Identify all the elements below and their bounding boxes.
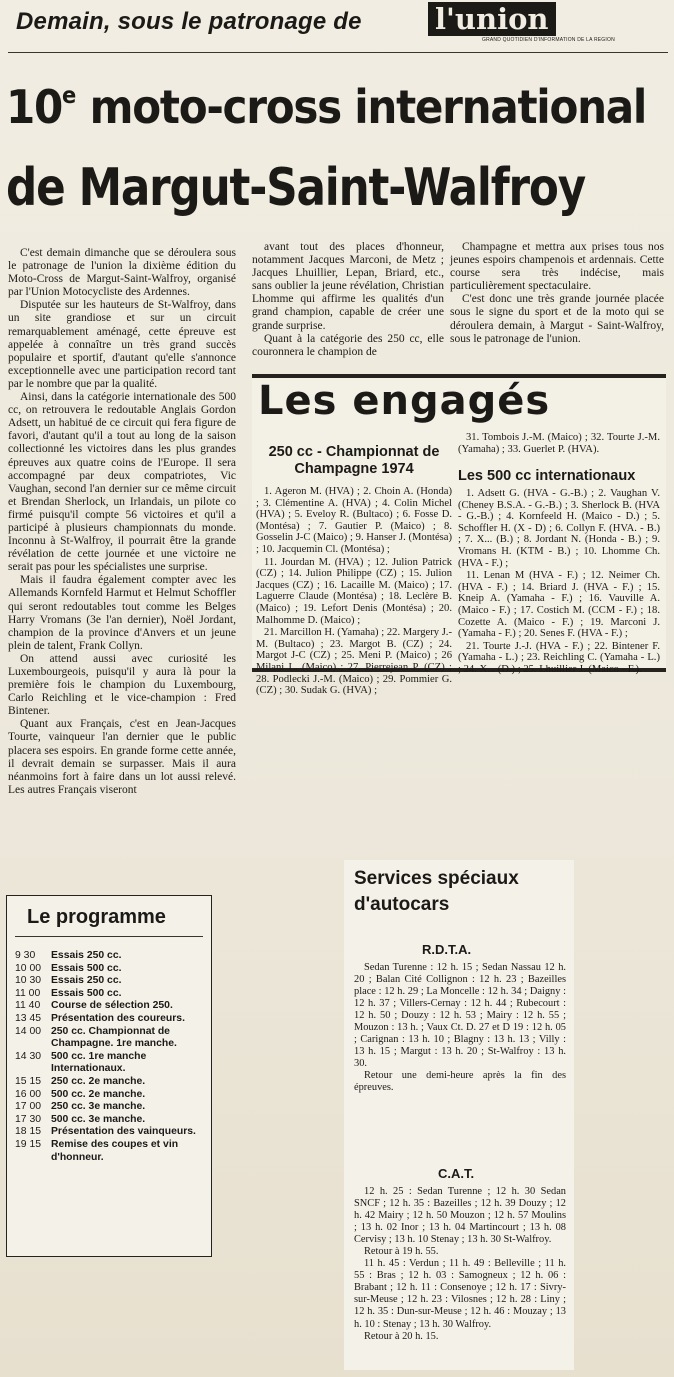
article-column-1 <box>8 247 236 797</box>
programme-time: 11 40 <box>15 1000 41 1012</box>
article-paragraph: On attend aussi avec curiosité les Luxembourgeois, puisqu'il y aura là pour la première fois le champion du Luxembourg, Carlo Reichling et le vice-champion : Fred Bintener. <box>8 652 236 718</box>
programme-event: 250 cc. 2e manche. <box>51 1075 146 1087</box>
programme-title: Le programme <box>27 906 166 928</box>
article-paragraph: Ainsi, dans la catégorie internationale des 500 cc, on retrouvera le redoutable Anglais Gordon Adsett, un habitué de ce circuit qui fera figure de favori, d'autant qu'il a tout au long de la saison collectionné les victoires dans les plus grandes épreuves aux quatre coins de l'Europe. Il sera accompagné par deux compatriotes, Vic Vaughan, second l'an dernier sur ce même circuit et Brendan Sherlock, un Irlandais, un pilote co firmé puisqu'il compte 56 victoires et qu'il a participé à plusieurs championnats du monde. Inconnu à St-Walfroy, il pourrait être la grande révélation de cette journée et une victoire ne serait pas pour les spécialistes une surprise. <box>8 391 236 574</box>
article-paragraph: C'est donc une très grande journée placée sous le signe du sport et de la moto qui se déroulera demain, à Margut - Saint-Walfroy, sous le patronage de l'union. <box>450 293 664 345</box>
entry-list-paragraph: 1. Adsett G. (HVA - G.-B.) ; 2. Vaughan V. (Cheney B.S.A. - G.-B.) ; 3. Sherlock B. (HVA - G.-B.) ; 4. Kornfeeld H. (Maico - D.) ; 5. Schoffler H. (X - D) ; 6. Collyn F. (HVA. - B.) ; 7. X... (B.) ; 8. Jordant N. (Honda - B.) ; 9. Vromans H. (KTM - B.) ; 10. Lhomme Ch. (HVA - F.) ; <box>458 488 660 569</box>
programme-time: 9 30 <box>15 950 36 961</box>
entries-title: Les engagés <box>258 378 551 424</box>
programme-event: Remise des coupes et vin d'honneur. <box>51 1138 179 1163</box>
programme-event: Essais 250 cc. <box>51 975 122 987</box>
article-column-3 <box>450 241 664 346</box>
programme-time: 10 30 <box>15 975 42 987</box>
programme-item <box>15 988 209 1001</box>
headline-text: moto-cross international <box>76 80 647 134</box>
programme-item <box>15 1126 209 1139</box>
schedule-paragraph: 12 h. 25 : Sedan Turenne ; 12 h. 30 Sedan SNCF ; 12 h. 35 : Bazeilles ; 12 h. 39 Douzy ; 12 h. 42 Mairy ; 12 h. 50 Mouzon ; 12 h. 57 Moulins ; 13 h. 02 Inor ; 13 h. 04 Martincourt ; 13 h. 08 Cervisy ; 13 h. 10 Stenay ; 13 h. 30 St-Walfroy. <box>354 1186 566 1246</box>
cat250-continuation <box>458 432 660 456</box>
programme-event: Course de sélection 250. <box>51 1000 173 1012</box>
programme-item <box>15 1076 209 1089</box>
schedule-paragraph: Retour à 20 h. 15. <box>364 1330 439 1342</box>
cat250-entries <box>256 486 452 698</box>
programme-item <box>15 1051 209 1076</box>
programme-event: Essais 500 cc. <box>51 987 122 999</box>
logo-subtitle: GRAND QUOTIDIEN D'INFORMATION DE LA REGION <box>482 37 615 43</box>
programme-item <box>15 1013 209 1026</box>
programme-time: 14 30 <box>15 1050 42 1062</box>
programme-time: 10 00 <box>15 962 42 974</box>
programme-item <box>15 975 209 988</box>
cat-title: C.A.T. <box>438 1166 475 1181</box>
programme-time: 16 00 <box>15 1088 42 1100</box>
programme-item <box>15 1101 209 1114</box>
programme-time: 17 30 <box>15 1113 42 1125</box>
programme-item <box>15 1114 209 1127</box>
article-paragraph: avant tout des places d'honneur, notamment Jacques Marconi, de Metz ; Jacques Lhuillier, Lepan, Briard, etc., sans oublier la jeune révélation, Christian Lhomme qui affirme les qualités d'un grand champion, capable de créer une grande surprise. <box>252 241 444 332</box>
cat250-title: 250 cc - Championnat de Champagne 1974 <box>268 444 440 477</box>
masthead-rule <box>8 52 668 53</box>
programme-time: 19 15 <box>15 1138 42 1150</box>
article-paragraph: Quant aux Français, c'est en Jean-Jacques Tourte, vainqueur l'an dernier que le public placera ses espoirs. En grande forme cette année, il devrait demain se surpasser. Mais il aura néanmoins fort à faire dans un lot aussi relevé. Les autres Français viseront <box>8 718 236 796</box>
programme-box <box>6 895 212 1257</box>
programme-item <box>15 1000 209 1013</box>
schedule-paragraph: Retour une demi-heure après la fin des épreuves. <box>354 1070 566 1094</box>
programme-item <box>15 1089 209 1102</box>
headline-ordinal: e <box>62 83 77 109</box>
masthead-tagline: Demain, sous le patronage de <box>16 8 362 35</box>
programme-rule <box>15 936 203 937</box>
programme-item <box>15 1139 209 1164</box>
schedule-paragraph: Retour à 19 h. 55. <box>364 1246 439 1258</box>
entry-list-paragraph: 21. Marcillon H. (Yamaha) ; 22. Margery J.-M. (Bultaco) ; 23. Margot B. (CZ) ; 24. Margot J-C (CZ) ; 25. Meni P. (Maico) ; 26 Milani L. (Maico) ; 27. Pierrejean P. (CZ) ; 28. Podlecki J.-M. (Maico) ; 29. Pommier G. (CZ) ; 30. Sudak G. (HVA) ; <box>256 627 452 697</box>
services-title: Services spéciaux d'autocars <box>354 868 519 915</box>
programme-event: Présentation des coureurs. <box>51 1012 185 1024</box>
schedule-paragraph: Sedan Turenne : 12 h. 15 ; Sedan Nassau 12 h. 20 ; Balan Cité Collignon : 12 h. 23 ; Bazeilles place : 12 h. 29 ; La Moncelle : 12 h. 34 ; Daigny : 12 h. 37 ; Villers-Cernay : 12 h. 44 ; Rubecourt : 12 h. 50 ; Douzy : 12 h. 53 ; Mairy : 12 h. 55 ; Mouzon : 13 h. ; Vaux Ct. D. 27 et D 19 : 12 h. 05 ; Carignan : 13 h. 10 ; Blagny : 13 h. 13 ; Villy : 13 h. 15 ; Margut : 13 h. 20 ; St-Walfroy : 13 h. 30. <box>354 962 566 1070</box>
programme-time: 17 00 <box>15 1101 42 1113</box>
programme-event: Présentation des vainqueurs. <box>51 1126 196 1138</box>
programme-time: 11 00 <box>15 987 41 999</box>
programme-list <box>15 950 209 1164</box>
rdta-schedule <box>354 962 566 1095</box>
bus-services-box <box>344 860 574 1370</box>
entry-list-paragraph: 11. Jourdan M. (HVA) ; 12. Julion Patrick (CZ) ; 14. Julion Philippe (CZ) ; 15. Julion Jacques (CZ) ; 16. Lacaille M. (Maico) ; 17. Laguerre Claude (Montésa) ; 18. Leclère B. (Maico) ; 19. Lefort Denis (Montésa) ; 20. Malhomme D. (Maico) ; <box>256 556 452 626</box>
entry-list-paragraph: 21. Tourte J.-J. (HVA - F.) ; 22. Bintener F. (Yamaha - L.) ; 23. Reichling C. (Yamaha - L.) ; 24. X... (D.) ; 25. Lhuillier J. (Maico - F.). <box>458 640 660 675</box>
programme-time: 13 45 <box>15 1012 42 1024</box>
entry-list-paragraph: 11. Lenan M (HVA - F.) ; 12. Neimer Ch. (HVA - F.) ; 14. Briard J. (HVA - F.) ; 15. Kneip A. (Yamaha - F.) ; 16. Vauville A. (Maico - F.) ; 17. Costich M. (CCM - F.) ; 18. Cozette A. (Maico - F.) ; 19. Marconi J. (Yamaha - F.) ; 20. Senes F. (HVA - F.) ; <box>458 570 660 640</box>
headline-line-1 <box>6 80 646 134</box>
entries-box <box>252 374 666 697</box>
article-paragraph: Quant à la catégorie des 250 cc, elle couronnera le champion de <box>252 332 444 358</box>
programme-time: 18 15 <box>15 1126 42 1138</box>
programme-event: Essais 250 cc. <box>51 950 122 961</box>
article-paragraph: Champagne et mettra aux prises tous nos jeunes espoirs champenois et ardennais. Cette course sera très indécise, mais particulièrement spectaculaire. <box>450 241 664 293</box>
entry-list-paragraph: 1. Ageron M. (HVA) ; 2. Choin A. (Honda) ; 3. Clémentine A. (HVA) ; 4. Colin Michel (HVA) ; 5. Eveloy R. (Bultaco) ; 6. Fosse D. (Montésa) ; 7. Gautier P. (Maico) ; 8. Gosselin J-C (Maico) ; 9. Hanser J. (Montésa) ; 10. Jacquemin Cl. (Montésa) ; <box>256 486 452 555</box>
cat500-entries <box>458 488 660 677</box>
programme-event: 500 cc. 2e manche. <box>51 1088 146 1100</box>
programme-item <box>15 1026 209 1051</box>
cat250-entries-cont: 31. Tombois J.-M. (Maico) ; 32. Tourte J.-M. (Yamaha) ; 33. Guerlet P. (HVA). <box>458 432 660 455</box>
rdta-title: R.D.T.A. <box>422 942 472 957</box>
programme-item <box>15 950 209 963</box>
programme-event: 500 cc. 1re manche Internationaux. <box>51 1050 147 1075</box>
article-paragraph: Mais il faudra également compter avec les Allemands Kornfeld Harmut et Helmut Schoffler qui seront redoutables tout comme les Belges Harry Vromans (3e l'an dernier), Noël Jordant, champion de la province d'Anvers et un jeune plein de talent, Frank Collyn. <box>8 574 236 652</box>
headline-line-2: de Margut-Saint-Walfroy <box>6 158 586 218</box>
programme-time: 15 15 <box>15 1075 42 1087</box>
headline-number: 10 <box>6 80 63 134</box>
programme-event: Essais 500 cc. <box>51 962 122 974</box>
programme-event: 500 cc. 3e manche. <box>51 1113 146 1125</box>
programme-time: 14 00 <box>15 1025 42 1037</box>
cat-schedule <box>354 1186 566 1343</box>
programme-event: 250 cc. 3e manche. <box>51 1101 146 1113</box>
article-column-2 <box>252 241 444 359</box>
programme-item <box>15 963 209 976</box>
newspaper-logo: l'union <box>428 2 556 36</box>
cat500-title: Les 500 cc internationaux <box>458 468 636 484</box>
article-paragraph: Disputée sur les hauteurs de St-Walfroy, dans un site grandiose et sur un circuit remarquablement aménagé, cette épreuve est appelée à connaître un très grand succès populaire et sportif, d'autant qu'elle s'annonce exceptionnelle avec une participation record tant par le nombre que par la qualité. <box>8 299 236 390</box>
schedule-paragraph: 11 h. 45 : Verdun ; 11 h. 49 : Belleville ; 11 h. 55 : Bras ; 12 h. 03 : Samogneux ; 12 h. 06 : Brabant ; 12 h. 11 : Consenoye ; 12 h. 17 : Sivry-sur-Meuse ; 12 h. 23 : Vilosnes ; 12 h. 28 : Liny ; 12 h. 35 : Dun-sur-Meuse ; 12 h. 46 : Mouzay ; 13 h. 10 : Stenay ; 13 h. 30 Walfroy. <box>354 1258 566 1330</box>
programme-event: 250 cc. Championnat de Champagne. 1re manche. <box>51 1025 177 1050</box>
article-paragraph: C'est demain dimanche que se déroulera sous le patronage de l'union la dixième édition du Moto-Cross de Margut-Saint-Walfroy, organisé par l'Union Motocycliste des Ardennes. <box>8 247 236 299</box>
masthead <box>0 0 674 48</box>
